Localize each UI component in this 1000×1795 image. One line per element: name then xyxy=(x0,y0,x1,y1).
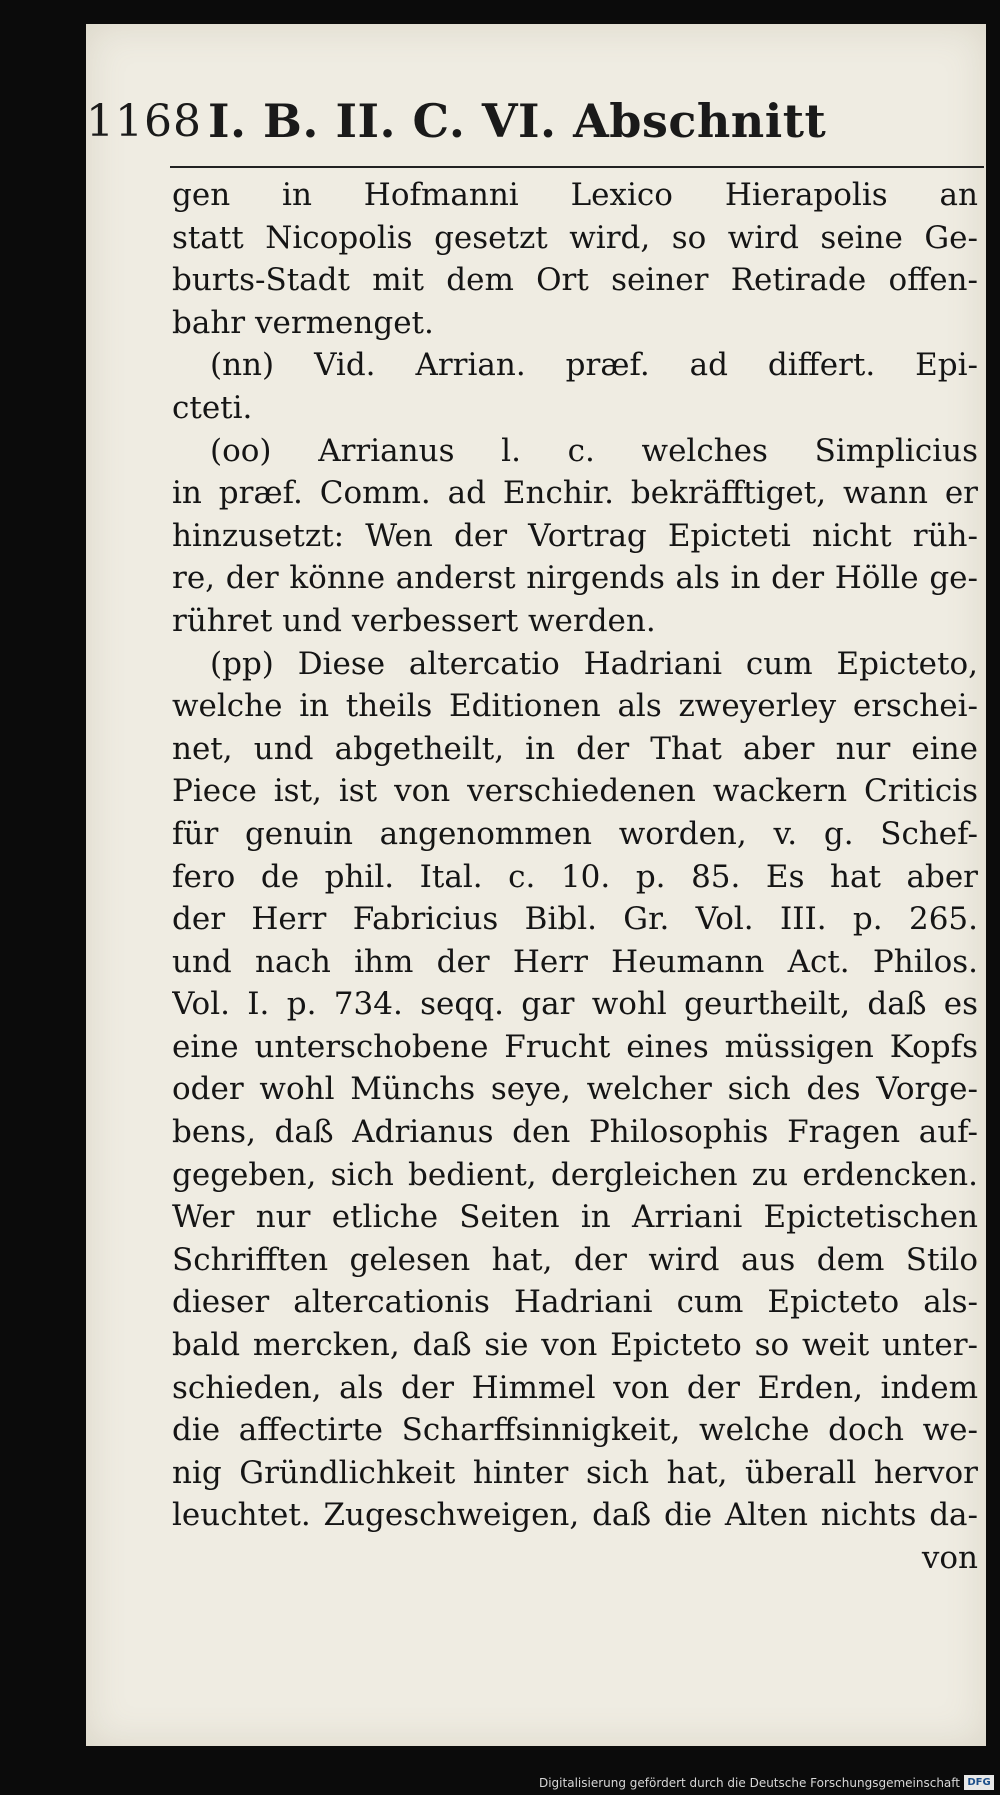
text-line: nig Gründlichkeit hinter sich hat, überall hervor xyxy=(172,1454,978,1491)
text-line: eine unterschobene Frucht eines müssigen Kopfs xyxy=(172,1028,978,1065)
dfg-logo-icon: DFG xyxy=(964,1775,994,1790)
text-line: hinzusetzt: Wen der Vortrag Epicteti nicht rüh- xyxy=(172,517,978,554)
catchword: von xyxy=(921,1540,978,1576)
header-rule xyxy=(170,166,984,168)
body-text xyxy=(172,174,978,1580)
text-line: Vol. I. p. 734. seqq. gar wohl geurtheilt, daß es xyxy=(172,986,978,1023)
text-line: rühret und verbessert werden. xyxy=(172,602,656,639)
text-line: gegeben, sich bedient, dergleichen zu erdencken. xyxy=(172,1156,978,1193)
text-line: fero de phil. Ital. c. 10. p. 85. Es hat aber xyxy=(172,858,978,895)
text-line: gen in Hofmanni Lexico Hierapolis an xyxy=(172,177,978,213)
text-line: Schrifften gelesen hat, der wird aus dem Stilo xyxy=(172,1241,978,1278)
text-line: re, der könne anderst nirgends als in der Hölle ge- xyxy=(172,560,978,597)
text-line: der Herr Fabricius Bibl. Gr. Vol. III. p. 265. xyxy=(172,901,978,938)
text-line: die affectirte Scharffsinnigkeit, welche doch we- xyxy=(172,1412,978,1449)
text-line: in præf. Comm. ad Enchir. bekräfftiget, wann er xyxy=(172,475,978,512)
text-line: statt Nicopolis gesetzt wird, so wird seine Ge- xyxy=(172,219,978,256)
digitization-credit: Digitalisierung gefördert durch die Deutsche Forschungsgemeinschaft xyxy=(538,1776,960,1790)
text-line: cteti. xyxy=(172,389,253,426)
page-number: 1168 xyxy=(86,96,202,147)
text-line: welche in theils Editionen als zweyerley erschei- xyxy=(172,688,978,725)
text-line: bens, daß Adrianus den Philosophis Fragen auf- xyxy=(172,1114,978,1151)
footnote-nn: (nn) Vid. Arrian. præf. ad differt. Epi- xyxy=(210,347,978,384)
text-line: und nach ihm der Herr Heumann Act. Philos. xyxy=(172,943,978,980)
text-line: schieden, als der Himmel von der Erden, indem xyxy=(172,1369,978,1406)
text-line: bald mercken, daß sie von Epicteto so weit unter- xyxy=(172,1327,978,1364)
text-line: Piece ist, ist von verschiedenen wackern Criticis xyxy=(172,773,978,810)
text-line: für genuin angenommen worden, v. g. Schef- xyxy=(172,815,978,852)
text-line: oder wohl Münchs seye, welcher sich des Vorge- xyxy=(172,1071,978,1108)
text-line: bahr vermenget. xyxy=(172,304,434,341)
footnote-pp: (pp) Diese altercatio Hadriani cum Epicteto, xyxy=(210,645,978,682)
footnote-oo: (oo) Arrianus l. c. welches Simplicius xyxy=(210,432,978,469)
text-line: burts-Stadt mit dem Ort seiner Retirade offen- xyxy=(172,262,978,299)
text-line: Wer nur etliche Seiten in Arriani Epictetischen xyxy=(172,1199,978,1236)
text-line: net, und abgetheilt, in der That aber nur eine xyxy=(172,730,978,767)
text-line: leuchtet. Zugeschweigen, daß die Alten nichts da- xyxy=(172,1497,978,1534)
running-head: I. B. II. C. VI. Abschnitt xyxy=(208,94,827,148)
text-line: dieser altercationis Hadriani cum Epicteto als- xyxy=(172,1284,978,1321)
